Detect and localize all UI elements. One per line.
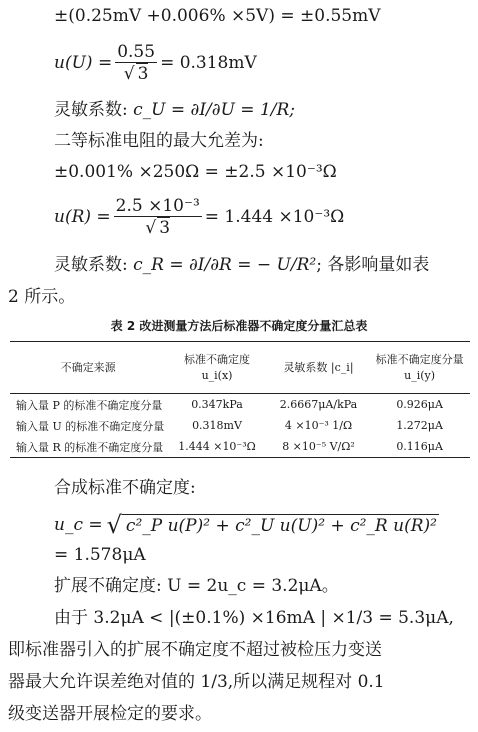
table-header-row (10, 342, 470, 394)
cell-component: 0.926μA (369, 394, 470, 416)
u-of-U-equation: u(U) = $\frac{0.55}{√ 3}$ = 0.318mV (54, 41, 257, 84)
header-component: 标准不确定度分量 u_i(y) (375, 352, 464, 382)
table-row (10, 415, 470, 436)
u-of-R-numerator: 2.5 ×10⁻³ (115, 195, 200, 216)
combined-uncertainty-equation: u_c = √ c²_P u(P)² + c²_U u(U)² + c²_R u(R)² (54, 511, 437, 539)
cell-sensitivity: 4 ×10⁻³ 1/Ω (284, 419, 353, 432)
pressure-tolerance-equation: ±(0.25mV +0.006% ×5V) = ±0.55mV (54, 6, 381, 26)
conclusion-line-4: 级变送器开展检定的要求。 (8, 704, 212, 724)
table-row (10, 436, 470, 458)
cell-component: 0.116μA (396, 440, 443, 453)
sensitivity-R-tail-continued: 2 所示。 (8, 287, 76, 307)
uc-result: = 1.578μA (54, 545, 146, 565)
uc-radicand: c²_P u(P)² + c²_U u(U)² + c²_R u(R)² (122, 514, 439, 536)
header-sensitivity: 灵敏系数 |c_i| (283, 360, 354, 374)
conclusion-line-1: 由于 3.2μA < |(±0.1%) ×16mA | ×1/3 = 5.3μA, (54, 608, 454, 628)
cell-std-uncertainty: 1.444 ×10⁻³Ω (178, 440, 256, 453)
u-of-U-numerator: 0.55 (117, 41, 156, 62)
header-source: 不确定来源 (60, 360, 116, 374)
u-of-U-fraction: $\frac{0.55}{√ 3}$ (117, 41, 156, 84)
sensitivity-U-expression: c_U = ∂I/∂U = 1/R; (133, 100, 296, 120)
sensitivity-R-label: 灵敏系数: (54, 255, 134, 275)
u-of-R-result: = 1.444 ×10⁻³Ω (204, 207, 345, 227)
u-of-R-lhs: u(R) (54, 207, 92, 227)
cell-source: 输入量 P 的标准不确定度分量 (10, 394, 166, 416)
table-caption: 表 2 改进测量方法后标准器不确定度分量汇总表 (110, 319, 368, 333)
cell-std-uncertainty: 0.318mV (192, 419, 242, 432)
uncertainty-table (10, 341, 470, 458)
sensitivity-R-line (54, 255, 429, 275)
u-of-R-equation: u(R) = $\frac{\text{2.5 ×10⁻³}}{√ 3}$ = 1.444 ×10⁻³Ω (54, 195, 345, 238)
cell-component: 1.272μA (396, 419, 443, 432)
conclusion-line-3: 器最大允许误差绝对值的 1/3,所以满足规程对 0.1 (8, 672, 385, 692)
u-of-U-lhs: u(U) (54, 53, 93, 73)
sensitivity-R-tail: ; 各影响量如表 (316, 255, 430, 275)
conclusion-line-2: 即标准器引入的扩展不确定度不超过被检压力变送 (8, 640, 382, 660)
u-of-R-denominator: 3 (159, 217, 171, 238)
sensitivity-U-label: 灵敏系数: (54, 100, 134, 120)
expanded-uncertainty-line: 扩展不确定度: U = 2u_c = 3.2μA。 (54, 576, 339, 596)
sensitivity-R-expression: c_R = ∂I/∂R = − U/R² (133, 255, 317, 275)
u-of-U-denominator: 3 (137, 63, 149, 84)
cell-sensitivity: 8 ×10⁻⁵ V/Ω² (282, 440, 355, 453)
cell-sensitivity: 2.6667μA/kPa (268, 394, 369, 416)
resistance-tolerance-equation: ±0.001% ×250Ω = ±2.5 ×10⁻³Ω (54, 162, 337, 182)
u-of-U-result: = 0.318mV (160, 53, 257, 73)
table-row (10, 394, 470, 416)
cell-source: 输入量 R 的标准不确定度分量 (16, 440, 164, 454)
uc-lhs: u_c = (54, 515, 103, 535)
cell-std-uncertainty: 0.347kPa (166, 394, 267, 416)
combined-uncertainty-heading: 合成标准不确定度: (54, 478, 196, 498)
cell-source: 输入量 U 的标准不确定度分量 (16, 419, 165, 433)
sensitivity-U-line (54, 100, 295, 120)
std-resistor-heading: 二等标准电阻的最大允差为: (54, 131, 264, 151)
header-std-uncertainty: 标准不确定度 u_i(x) (184, 352, 250, 382)
u-of-R-fraction: $\frac{\text{2.5 ×10⁻³}}{√ 3}$ (115, 195, 200, 238)
